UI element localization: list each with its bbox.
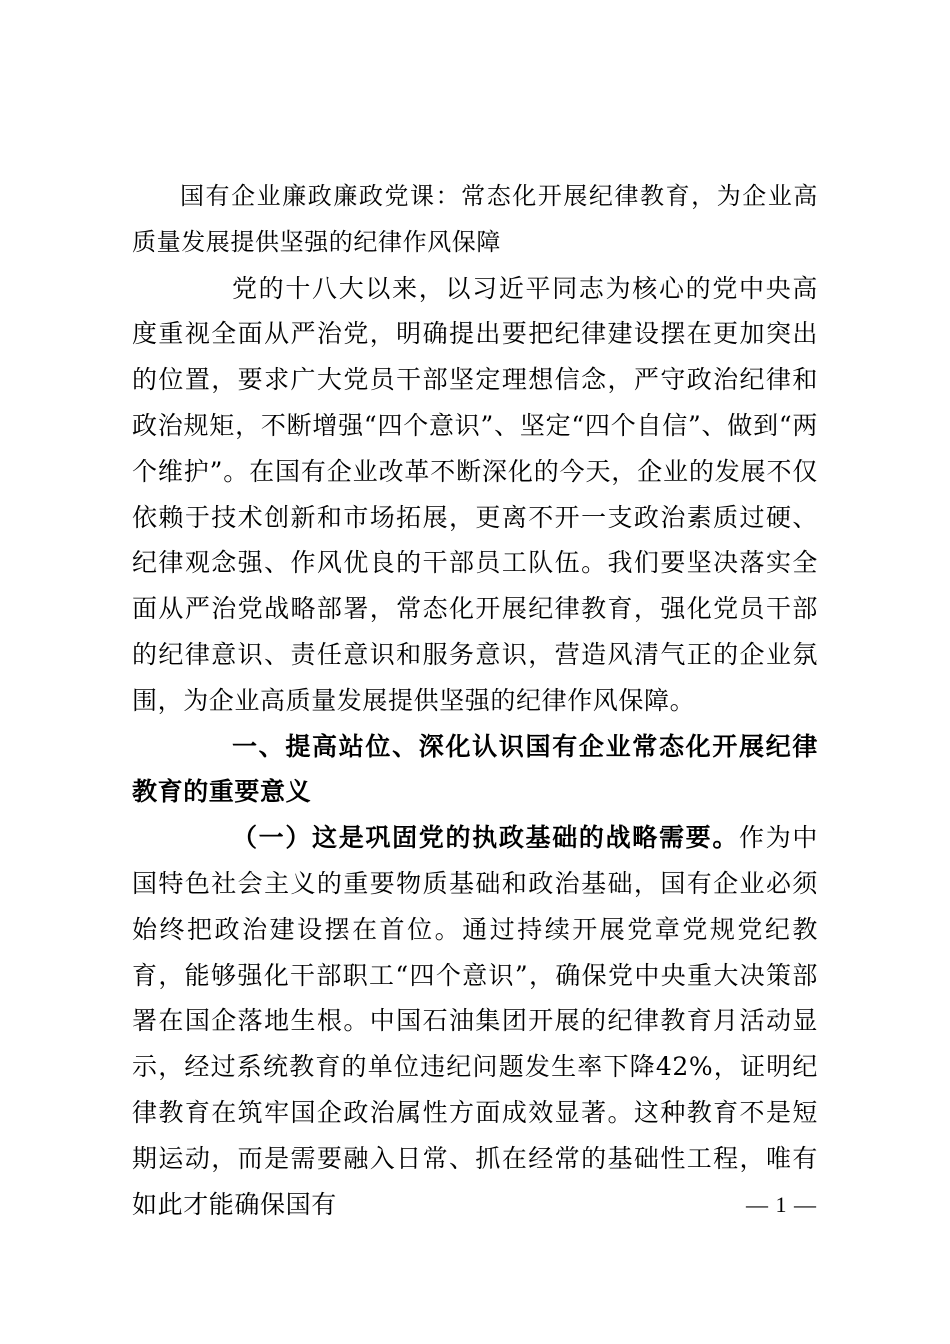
subsection-lead-1: （一）这是巩固党的执政基础的战略需要。 xyxy=(232,823,740,853)
subsection-paragraph-1 xyxy=(132,815,818,1227)
page-number: — 1 — xyxy=(746,1192,817,1217)
intro-paragraph: 党的十八大以来，以习近平同志为核心的党中央高度重视全面从严治党，明确提出要把纪律建设摆在更加突出的位置，要求广大党员干部坚定理想信念，严守政治纪律和政治规矩，不断增强“四个意识”、坚定“四个自信”、做到“两个维护”。在国有企业改革不断深化的今天，企业的发展不仅依赖于技术创新和市场拓展，更离不开一支政治素质过硬、纪律观念强、作风优良的干部员工队伍。我们要坚决落实全面从严治党战略部署，常态化开展纪律教育，强化党员干部的纪律意识、责任意识和服务意识，营造风清气正的企业氛围，为企业高质量发展提供坚强的纪律作风保障。 xyxy=(132,273,818,715)
document-title: 国有企业廉政廉政党课：常态化开展纪律教育，为企业高质量发展提供坚强的纪律作风保障 xyxy=(132,182,818,256)
document-body xyxy=(132,174,818,1227)
section-heading-1: 一、提高站位、深化认识国有企业常态化开展纪律教育的重要意义 xyxy=(132,731,818,807)
subsection-body-1: 作为中国特色社会主义的重要物质基础和政治基础，国有企业必须始终把政治建设摆在首位。通过持续开展党章党规党纪教育，能够强化干部职工“四个意识”，确保党中央重大决策部署在国企落地生根。中国石油集团开展的纪律教育月活动显示，经过系统教育的单位违纪问题发生率下降42%，证明纪律教育在筑牢国企政治属性方面成效显著。这种教育不是短期运动，而是需要融入日常、抓在经常的基础性工程，唯有如此才能确保国有 xyxy=(132,823,818,1219)
